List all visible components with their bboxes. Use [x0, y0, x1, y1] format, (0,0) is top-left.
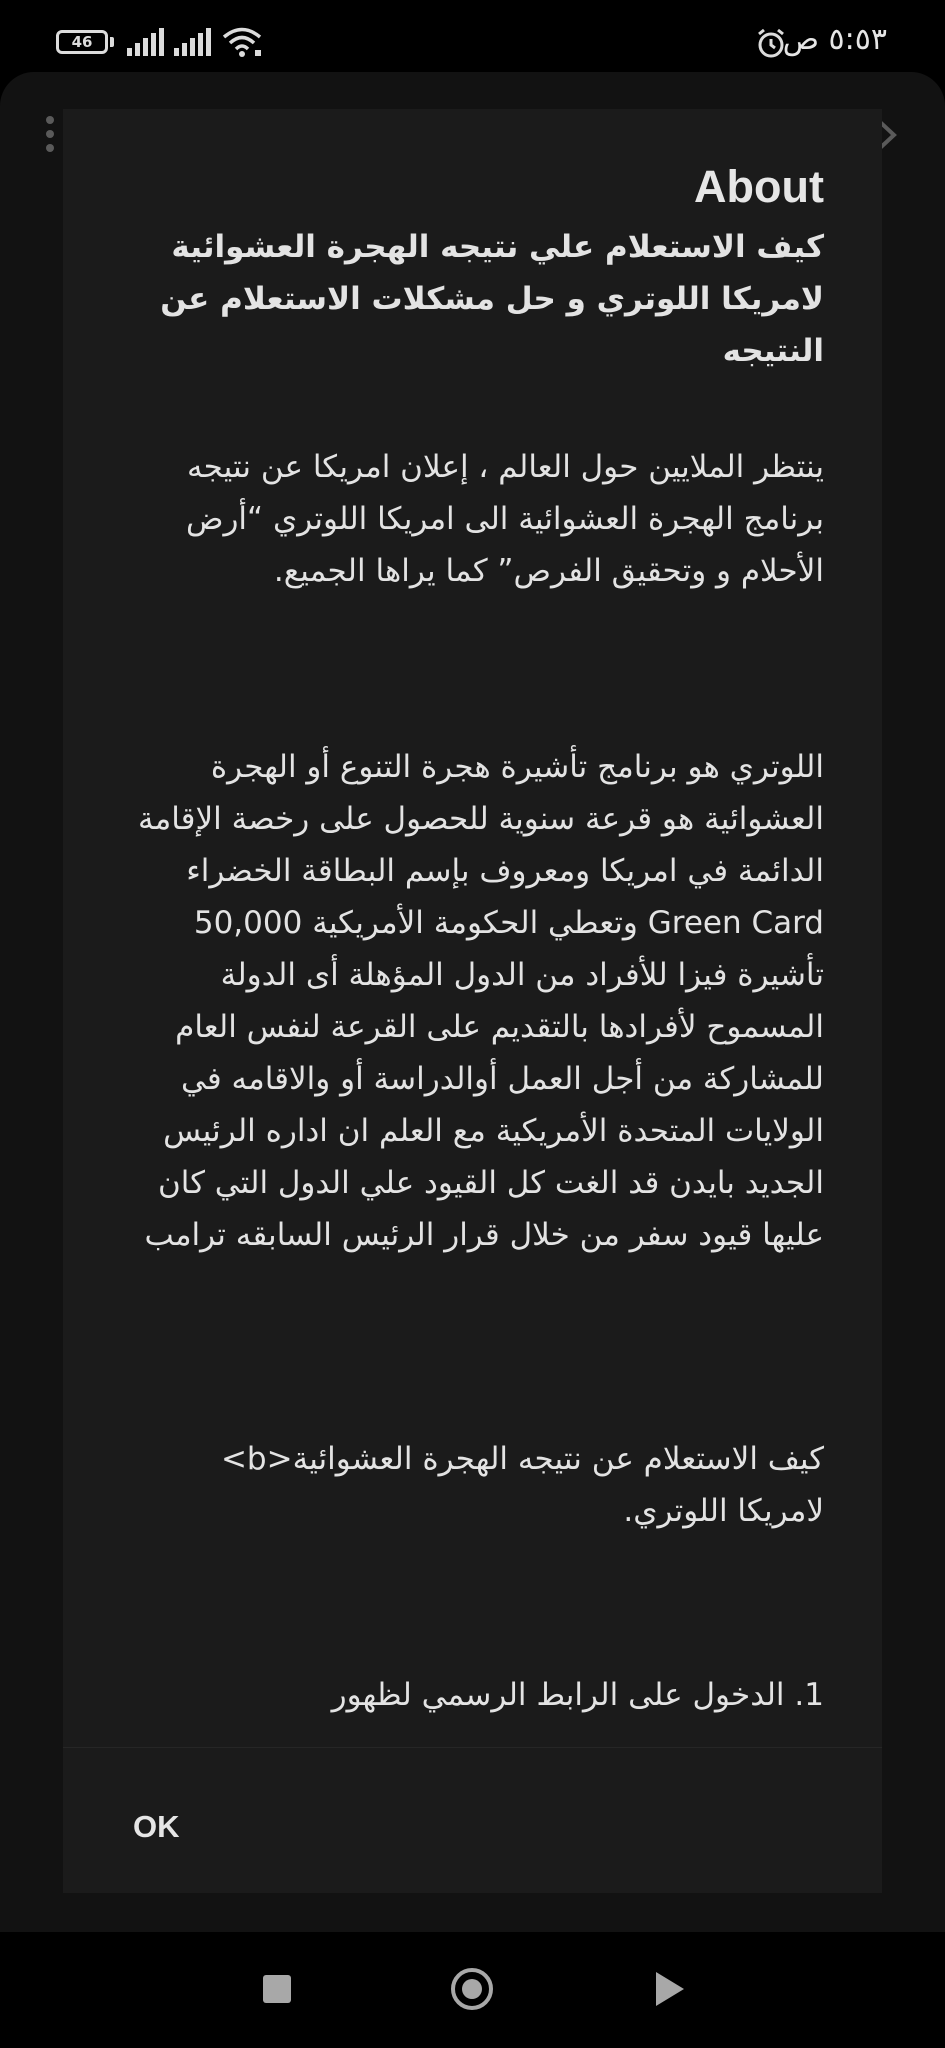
recent-apps-icon[interactable]	[263, 1975, 291, 2003]
battery-level: 46	[71, 33, 93, 51]
dialog-title: About	[694, 161, 824, 212]
signal-icon	[174, 28, 212, 56]
battery-icon	[56, 30, 108, 54]
dialog-divider	[63, 1747, 882, 1748]
battery-tip	[110, 37, 114, 47]
dialog-heading: كيف الاستعلام علي نتيجه الهجرة العشوائية لامريكا اللوتري و حل مشكلات الاستعلام عن النتيجه	[160, 229, 824, 369]
status-time: ٥:٥٣ ص	[782, 22, 887, 57]
paragraph-4: 1. الدخول على الرابط الرسمي لظهور	[331, 1677, 824, 1713]
signal-icon	[127, 28, 165, 56]
paragraph-1: ينتظر الملايين حول العالم ، إعلان امريكا عن نتيجه برنامج الهجرة العشوائية الى امريكا اللوتري “أرض الأحلام و وتحقيق الفرص” كما يراها الجميع.	[185, 449, 824, 589]
about-dialog	[63, 109, 882, 1893]
home-icon[interactable]	[451, 1968, 493, 2010]
ok-button[interactable]: OK	[133, 1809, 180, 1844]
back-icon[interactable]	[656, 1972, 684, 2006]
dialog-body[interactable]	[63, 109, 882, 1747]
overflow-menu-icon[interactable]	[46, 116, 56, 158]
home-icon-center	[462, 1979, 482, 1999]
paragraph-3: كيف الاستعلام عن نتيجه الهجرة العشوائية<b> لامريكا اللوتري.	[220, 1441, 824, 1529]
wifi-icon	[222, 26, 262, 58]
navigation-bar	[0, 1932, 945, 2048]
paragraph-2: اللوتري هو برنامج تأشيرة هجرة التنوع أو الهجرة العشوائية هو قرعة سنوية للحصول على رخصة الإقامة الدائمة في امريكا ومعروف بإسم البطاقة الخضراء Green Card وتعطي الحكومة الأمريكية 50,000 تأشيرة فيزا للأفراد من الدول المؤهلة أى الدولة المسموح لأفرادها بالتقديم على القرعة لنفس العام للمشاركة من أجل العمل أوالدراسة أو والاقامه في الولايات المتحدة الأمريكية مع العلم ان اداره الرئيس الجديد بايدن قد الغت كل القيود علي الدول التي كان عليها قيود سفر من خلال قرار الرئيس السابقه ترامب	[137, 749, 824, 1253]
